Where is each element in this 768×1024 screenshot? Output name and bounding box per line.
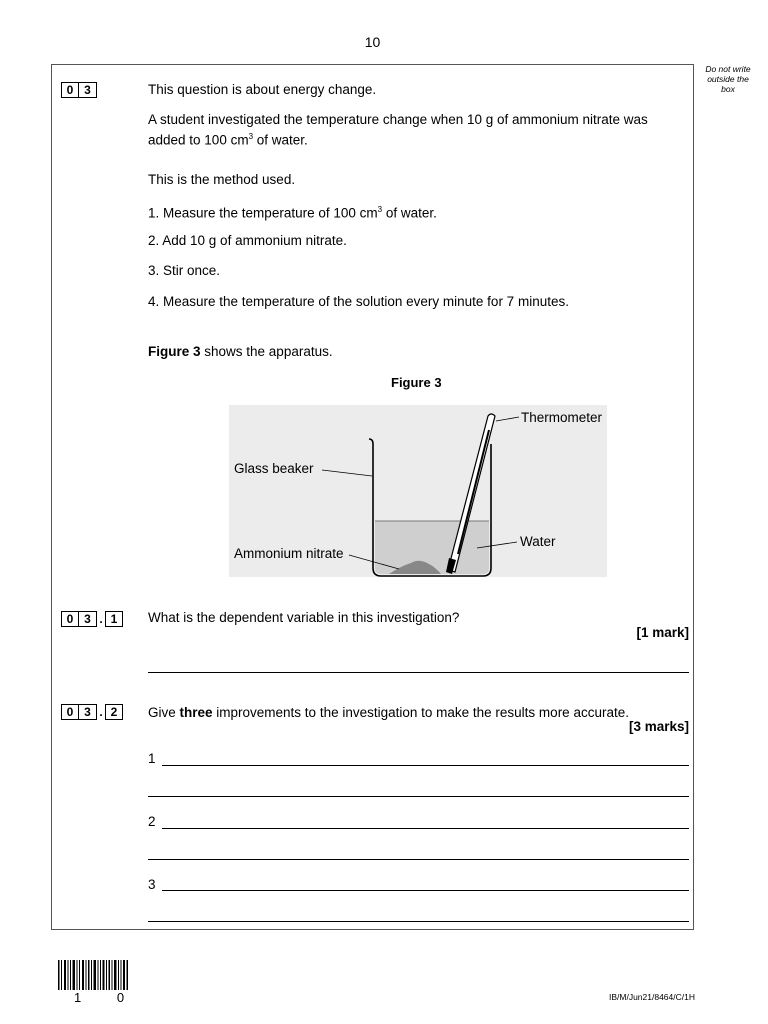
method-step-4: 4. Measure the temperature of the solution every minute for 7 minutes. (148, 294, 569, 309)
barcode (58, 960, 128, 990)
method-intro: This is the method used. (148, 172, 296, 187)
answer-line[interactable] (148, 921, 689, 922)
barcode-digits: 1 0 (74, 990, 141, 1005)
qnum-digit: 0 (61, 82, 79, 98)
figure-title: Figure 3 (391, 375, 442, 390)
answer-label-1: 1 (148, 751, 156, 766)
answer-line[interactable] (148, 672, 689, 673)
marks-032: [3 marks] (628, 719, 689, 734)
figure-reference-bold: Figure 3 (148, 344, 201, 359)
context-superscript: 3 (248, 132, 254, 141)
context-text: A student investigated the temperature change when 10 g of ammonium nitrate was added to 100 cm (148, 112, 648, 148)
step1-superscript: 3 (377, 205, 383, 214)
method-step-2: 2. Add 10 g of ammonium nitrate. (148, 233, 347, 248)
answer-line[interactable] (148, 796, 689, 797)
question-032-text (148, 704, 629, 721)
question-intro: This question is about energy change. (148, 82, 377, 97)
question-031-text: What is the dependent variable in this investigation? (148, 610, 460, 625)
label-ammonium-nitrate: Ammonium nitrate (234, 546, 344, 561)
qnum-dot: . (99, 705, 103, 719)
answer-line[interactable] (162, 890, 689, 891)
label-water: Water (520, 534, 556, 549)
qnum-dot: . (99, 612, 103, 626)
figure-reference (148, 343, 333, 360)
question-number-03-2 (61, 704, 123, 720)
figure-reference-text: shows the apparatus. (200, 344, 333, 359)
question-number-03-1 (61, 611, 123, 627)
qnum-digit: 2 (105, 704, 123, 720)
q032-text-start: Give (148, 705, 180, 720)
question-context (148, 111, 688, 149)
qnum-digit: 0 (61, 611, 79, 627)
figure-3 (229, 400, 609, 580)
page-number: 10 (364, 34, 381, 50)
label-thermometer: Thermometer (521, 410, 603, 425)
answer-label-3: 3 (148, 877, 156, 892)
q032-text-end: improvements to the investigation to make the results more accurate. (212, 705, 629, 720)
marks-031: [1 mark] (636, 625, 689, 640)
step1-text-end: of water. (382, 205, 437, 221)
answer-line[interactable] (162, 765, 689, 766)
qnum-digit: 0 (61, 704, 79, 720)
answer-label-2: 2 (148, 814, 156, 829)
paper-code: IB/M/Jun21/8464/C/1H (609, 992, 695, 1002)
answer-line[interactable] (162, 828, 689, 829)
method-step-3: 3. Stir once. (148, 263, 221, 278)
answer-line[interactable] (148, 859, 689, 860)
barcode-bars (58, 960, 128, 990)
margin-note: Do not write outside the box (705, 64, 751, 94)
step1-text: 1. Measure the temperature of 100 cm (148, 205, 378, 221)
label-glass-beaker: Glass beaker (234, 461, 314, 476)
qnum-digit: 1 (105, 611, 123, 627)
qnum-digit: 3 (79, 704, 97, 720)
context-text-end: of water. (253, 132, 308, 148)
qnum-digit: 3 (79, 611, 97, 627)
question-number-03 (61, 82, 97, 98)
qnum-digit: 3 (79, 82, 97, 98)
method-step-1 (148, 201, 437, 222)
q032-text-bold: three (179, 705, 213, 720)
